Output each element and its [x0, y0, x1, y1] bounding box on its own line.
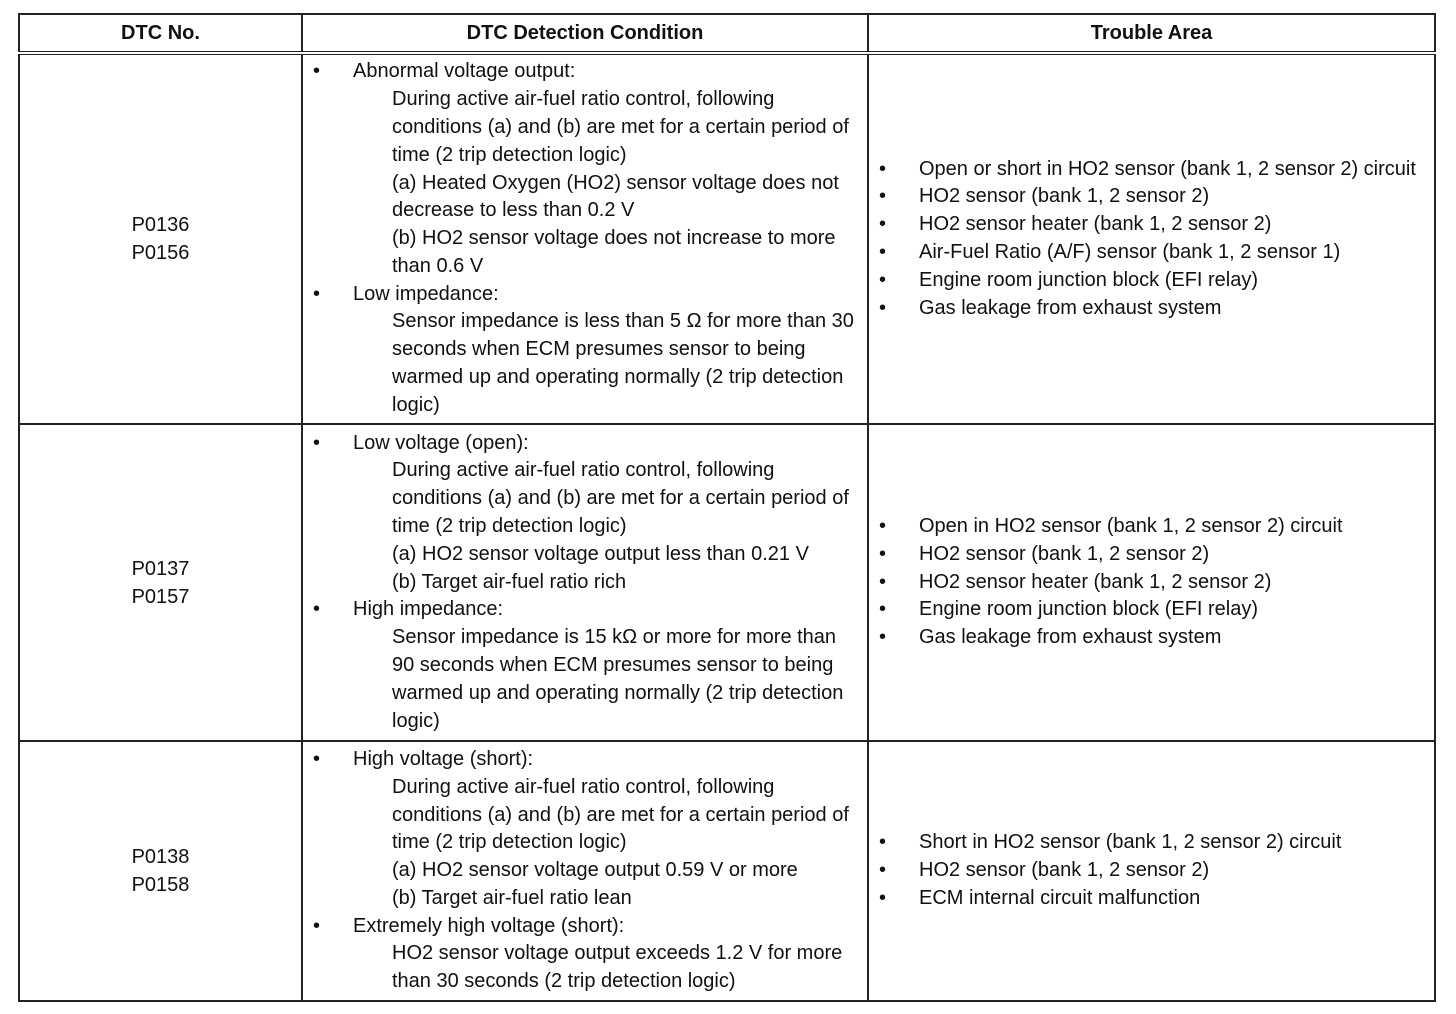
detection-condition-cell — [302, 53, 868, 424]
bullet: • — [879, 542, 887, 565]
trouble-text: ECM internal circuit malfunction — [919, 886, 1201, 909]
trouble-item — [869, 829, 1434, 857]
trouble-text: HO2 sensor (bank 1, 2 sensor 2) — [919, 185, 1210, 208]
trouble-text: HO2 sensor heater (bank 1, 2 sensor 2) — [919, 570, 1272, 593]
detection-condition-cell — [302, 424, 868, 741]
trouble-item — [869, 513, 1434, 541]
bullet: • — [879, 515, 887, 537]
condition-item — [303, 746, 867, 774]
condition-detail: Sensor impedance is 15 kΩ or more for more than 90 seconds when ECM presumes sensor to being warmed up and operating normally (2 trip detection logic) — [392, 626, 844, 732]
condition-title: Low voltage (open): — [353, 431, 529, 454]
trouble-text: Air-Fuel Ratio (A/F) sensor (bank 1, 2 sensor 1) — [919, 241, 1341, 263]
condition-title: High impedance: — [353, 598, 504, 621]
trouble-area-cell — [868, 741, 1435, 1001]
table-row — [19, 741, 1435, 1001]
trouble-text: Open in HO2 sensor (bank 1, 2 sensor 2) circuit — [919, 515, 1343, 537]
dtc-codes-cell — [19, 424, 302, 741]
bullet: • — [879, 241, 887, 263]
condition-item — [303, 281, 867, 309]
bullet: • — [313, 914, 321, 937]
trouble-item — [869, 156, 1434, 184]
trouble-item — [869, 267, 1434, 295]
condition-detail: During active air-fuel ratio control, following conditions (a) and (b) are met for a certain period of time (2 trip detection logic) — [392, 775, 849, 854]
bullet: • — [879, 831, 887, 854]
bullet: • — [879, 268, 887, 291]
condition-title: Low impedance: — [353, 282, 499, 305]
table-row — [19, 53, 1435, 424]
detection-condition-cell — [302, 741, 868, 1001]
condition-detail: (b) Target air-fuel ratio lean — [392, 886, 632, 909]
trouble-item — [869, 239, 1434, 267]
bullet: • — [313, 60, 321, 83]
bullet: • — [313, 598, 321, 621]
header-dtc-no: DTC No. — [19, 14, 302, 53]
bullet: • — [313, 747, 321, 770]
trouble-item — [869, 211, 1434, 239]
trouble-area-cell — [868, 424, 1435, 741]
trouble-text: HO2 sensor (bank 1, 2 sensor 2) — [919, 859, 1210, 882]
trouble-text: HO2 sensor (bank 1, 2 sensor 2) — [919, 542, 1210, 565]
trouble-item — [869, 857, 1434, 885]
bullet: • — [879, 296, 887, 319]
header-row — [19, 14, 1435, 53]
condition-title: High voltage (short): — [353, 747, 534, 770]
trouble-item — [869, 885, 1434, 913]
bullet: • — [879, 886, 887, 909]
trouble-item — [869, 596, 1434, 624]
dtc-table — [18, 13, 1436, 1002]
trouble-text: Engine room junction block (EFI relay) — [919, 598, 1259, 621]
condition-item — [303, 913, 867, 941]
trouble-text: Open or short in HO2 sensor (bank 1, 2 sensor 2) circuit — [919, 157, 1416, 180]
bullet: • — [879, 626, 887, 649]
trouble-text: HO2 sensor heater (bank 1, 2 sensor 2) — [919, 213, 1272, 236]
header-detection-condition: DTC Detection Condition — [302, 14, 868, 53]
condition-detail: (b) Target air-fuel ratio rich — [392, 570, 627, 593]
bullet: • — [313, 282, 321, 305]
table-row — [19, 424, 1435, 741]
bullet: • — [313, 431, 321, 454]
dtc-code: P0156 — [131, 242, 190, 264]
trouble-item — [869, 624, 1434, 652]
condition-detail: (a) HO2 sensor voltage output less than 0.21 V — [392, 542, 809, 565]
condition-detail: (b) HO2 sensor voltage does not increase to more than 0.6 V — [392, 227, 836, 277]
trouble-item — [869, 569, 1434, 597]
trouble-text: Gas leakage from exhaust system — [919, 626, 1222, 649]
trouble-item — [869, 295, 1434, 323]
bullet: • — [879, 570, 887, 593]
dtc-codes-cell — [19, 53, 302, 424]
condition-detail: During active air-fuel ratio control, following conditions (a) and (b) are met for a certain period of time (2 trip detection logic) — [392, 459, 849, 537]
condition-detail: (a) Heated Oxygen (HO2) sensor voltage does not decrease to less than 0.2 V — [392, 171, 839, 222]
dtc-code: P0138 — [131, 846, 190, 868]
condition-item — [303, 596, 867, 624]
dtc-code: P0136 — [131, 214, 190, 236]
dtc-code: P0158 — [131, 874, 190, 896]
trouble-text: Engine room junction block (EFI relay) — [919, 268, 1259, 291]
trouble-item — [869, 541, 1434, 569]
bullet: • — [879, 598, 887, 621]
condition-detail: During active air-fuel ratio control, following conditions (a) and (b) are met for a certain period of time (2 trip detection logic) — [392, 88, 849, 166]
condition-title: Abnormal voltage output: — [353, 60, 576, 83]
condition-detail: HO2 sensor voltage output exceeds 1.2 V for more than 30 seconds (2 trip detection logic) — [392, 942, 843, 993]
dtc-code: P0157 — [131, 585, 190, 608]
condition-title: Extremely high voltage (short): — [353, 914, 625, 937]
condition-item — [303, 430, 867, 458]
condition-detail: (a) HO2 sensor voltage output 0.59 V or more — [392, 859, 798, 882]
trouble-text: Gas leakage from exhaust system — [919, 296, 1222, 319]
trouble-text: Short in HO2 sensor (bank 1, 2 sensor 2) circuit — [919, 831, 1342, 854]
condition-detail: Sensor impedance is less than 5 Ω for more than 30 seconds when ECM presumes sensor to being warmed up and operating normally (2 trip detection logic) — [392, 310, 854, 416]
bullet: • — [879, 185, 887, 208]
bullet: • — [879, 859, 887, 882]
bullet: • — [879, 213, 887, 236]
condition-item — [303, 58, 867, 86]
dtc-codes-cell — [19, 741, 302, 1001]
trouble-area-cell — [868, 53, 1435, 424]
dtc-code: P0137 — [131, 557, 190, 580]
bullet: • — [879, 157, 887, 180]
trouble-item — [869, 183, 1434, 211]
header-trouble-area: Trouble Area — [868, 14, 1435, 53]
